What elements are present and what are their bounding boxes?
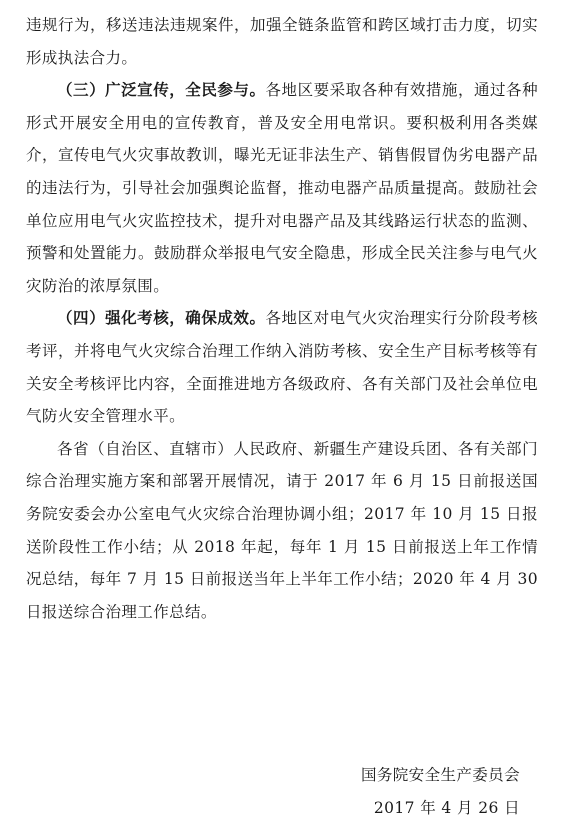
section-3-heading: （三）广泛宣传，全民参与。 xyxy=(57,80,266,100)
signature-block xyxy=(361,759,520,824)
signature-date: 2017 年 4 月 26 日 xyxy=(373,798,520,817)
paragraph-continuation: 违规行为，移送违法违规案件，加强全链条监管和跨区域打击力度，切实形成执法合力。 xyxy=(26,16,538,67)
signature-org: 国务院安全生产委员会 xyxy=(360,766,520,784)
section-4-text: 各地区对电气火灾治理实行分阶段考核考评，并将电气火灾综合治理工作纳入消防考核、安全生产目标考核等有关安全考核评比内容，全面推进地方各级政府、各有关部门及社会单位电气防火安全管理水平。 xyxy=(26,309,538,426)
section-4-heading: （四）强化考核，确保成效。 xyxy=(57,308,266,328)
paragraph-reporting: 各省（自治区、直辖市）人民政府、新疆生产建设兵团、各有关部门综合治理实施方案和部署开展情况，请于 2017 年 6 月 15 日前报送国务院安委会办公室电气火灾综合治理协调小组；2017 年 10 月 15 日报送阶段性工作小结；从 2018 年起，每年 1 月 15 日前报送上年工作情况总结，每年 7 月 15 日前报送当年上半年工作小结；2020 年 4 月 30 日报送综合治理工作总结。 xyxy=(26,439,538,621)
document-body xyxy=(26,9,538,628)
section-3-text: 各地区要采取各种有效措施，通过各种形式开展安全用电的宣传教育，普及安全用电常识。要积极利用各类媒介，宣传电气火灾事故教训，曝光无证非法生产、销售假冒伪劣电器产品的违法行为，引导社会加强舆论监督，推动电器产品质量提高。鼓励社会单位应用电气火灾监控技术，提升对电器产品及其线路运行状态的监测、预警和处置能力。鼓励群众举报电气安全隐患，形成全民关注参与电气火灾防治的浓厚氛围。 xyxy=(26,81,538,295)
paragraph-section-3 xyxy=(26,74,538,302)
paragraph-section-4 xyxy=(26,302,538,432)
